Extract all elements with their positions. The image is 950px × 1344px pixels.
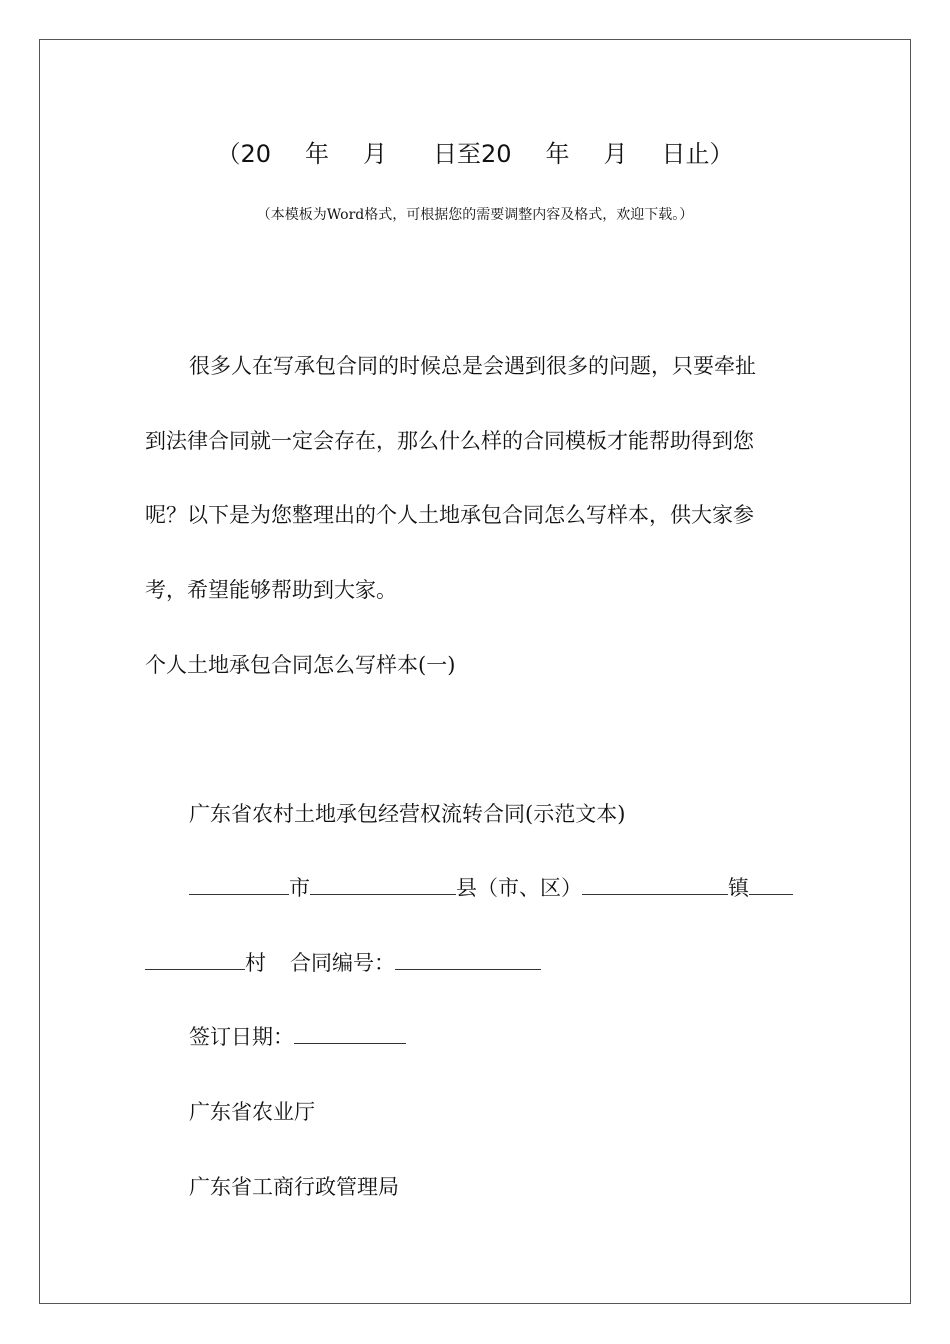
county-blank [310, 876, 456, 895]
section-title: 个人土地承包合同怎么写样本(一) [145, 653, 456, 677]
intro-line-3: 呢？以下是为您整理出的个人土地承包合同怎么写样本，供大家参 [145, 503, 754, 527]
date-year-1: 年 [305, 140, 329, 168]
sign-date-label: 签订日期： [189, 1025, 294, 1049]
date-month-2: 月 [603, 140, 628, 168]
county-label: 县（市、区） [456, 876, 582, 900]
contract-no-label: 合同编号： [290, 951, 395, 975]
village-label: 村 [245, 951, 266, 975]
sign-date-line [189, 1021, 406, 1051]
intro-line-2: 到法律合同就一定会存在，那么什么样的合同模板才能帮助得到您 [145, 429, 754, 453]
location-line [189, 872, 793, 902]
town-blank [582, 876, 728, 895]
village-blank-start [749, 876, 793, 895]
issuer-agriculture: 广东省农业厅 [189, 1100, 315, 1124]
date-day-to: 日至20 [433, 140, 512, 168]
issuer-commerce: 广东省工商行政管理局 [189, 1175, 399, 1199]
intro-line-1: 很多人在写承包合同的时候总是会遇到很多的问题，只要牵扯 [189, 354, 756, 378]
town-label: 镇 [728, 876, 749, 900]
village-blank [145, 951, 245, 970]
date-day-end: 日止） [661, 140, 734, 168]
date-month-1: 月 [363, 140, 387, 168]
contract-title: 广东省农村土地承包经营权流转合同(示范文本) [189, 802, 626, 826]
city-blank [189, 876, 289, 895]
city-label: 市 [289, 876, 310, 900]
sign-date-blank [294, 1025, 406, 1044]
date-year-2: 年 [545, 140, 570, 168]
date-range-header [0, 134, 950, 169]
intro-line-4: 考，希望能够帮助到大家。 [145, 578, 397, 602]
village-contract-line [145, 947, 541, 977]
date-open: （20 [216, 140, 271, 168]
template-note: （本模板为Word格式，可根据您的需要调整内容及格式，欢迎下载。） [256, 207, 694, 223]
contract-no-blank [395, 951, 541, 970]
